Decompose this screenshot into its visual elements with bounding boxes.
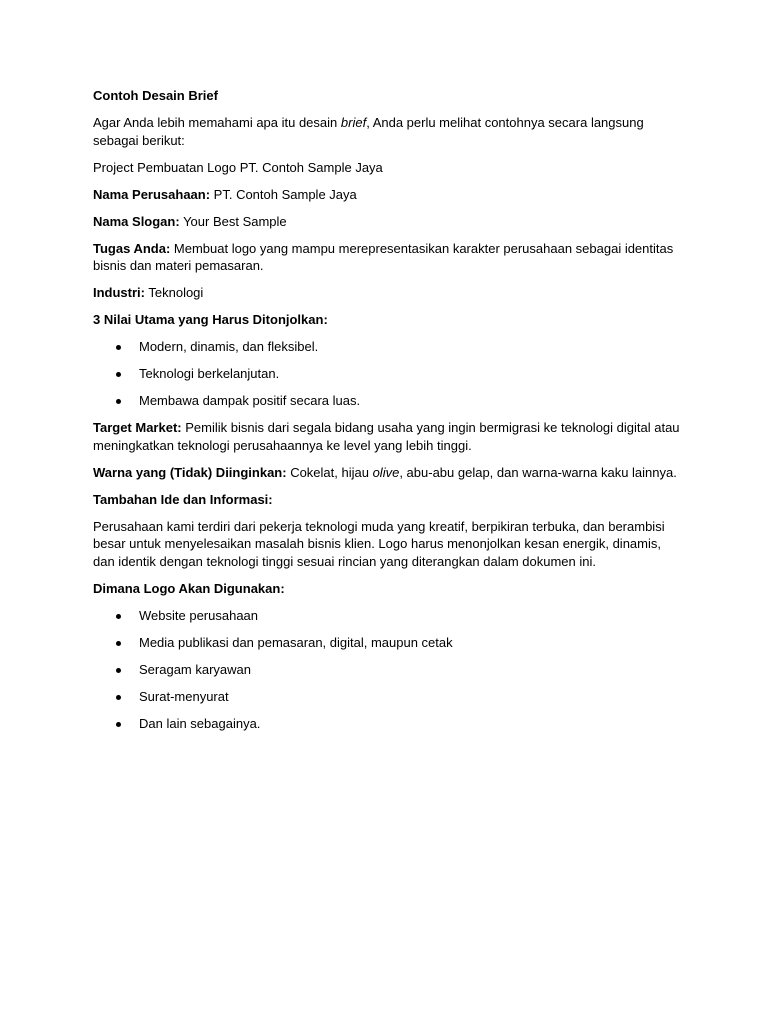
tugas-paragraph [93,240,683,275]
list-item-text: Modern, dinamis, dan fleksibel. [139,339,319,354]
intro-text-italic: brief [340,115,367,130]
target-market-paragraph [93,419,683,454]
nilai-utama-list [93,338,683,410]
tugas-value: Membuat logo yang mampu merepresentasikan karakter perusahaan sebagai identitas bisnis dan materi pemasaran. [93,240,674,273]
list-item-text: Surat-menyurat [139,688,229,704]
list-item [93,715,683,733]
tambahan-heading: Tambahan Ide dan Informasi: [93,491,273,507]
warna-text-italic: olive [372,464,400,480]
list-item [93,661,683,679]
nama-slogan-value: Your Best Sample [179,213,287,229]
intro-text-before: Agar Anda lebih memahami apa itu desain [93,115,341,130]
intro-paragraph [93,114,683,149]
warna-paragraph [93,464,683,482]
intro-text-after: , Anda perlu melihat contohnya secara langsung sebagai berikut: [93,115,644,148]
bullet-icon [116,372,121,377]
target-market-value: Pemilik bisnis dari segala bidang usaha yang ingin bermigrasi ke teknologi digital atau meningkatkan teknologi perusahaannya ke level yang lebih tinggi. [93,420,680,453]
dimana-list [93,607,683,733]
nama-perusahaan-line [93,186,683,204]
tugas-label: Tugas Anda: [93,240,171,256]
document-title: Contoh Desain Brief [93,88,218,103]
nama-slogan-label: Nama Slogan: [93,213,180,229]
industri-line [93,284,683,302]
list-item [93,392,683,410]
bullet-icon [116,399,121,404]
list-item [93,365,683,383]
list-item-text: Media publikasi dan pemasaran, digital, maupun cetak [139,634,453,650]
nama-slogan-line [93,213,683,231]
bullet-icon [116,641,121,646]
warna-label: Warna yang (Tidak) Diinginkan: [93,464,287,480]
warna-text-before: Cokelat, hijau [286,464,373,480]
list-item [93,607,683,625]
bullet-icon [116,345,121,350]
list-item-text: Membawa dampak positif secara luas. [139,393,361,408]
industri-value: Teknologi [145,285,204,300]
list-item-text: Seragam karyawan [139,661,251,677]
tambahan-paragraph: Perusahaan kami terdiri dari pekerja teknologi muda yang kreatif, berpikiran terbuka, dan berambisi besar untuk menyelesaikan masalah bisnis klien. Logo harus menonjolkan kesan energik, dinamis, dan identik dengan teknologi tinggi sesuai rincian yang diterangkan dalam dokumen ini. [93,518,665,569]
project-line: Project Pembuatan Logo PT. Contoh Sample Jaya [93,159,383,175]
nilai-utama-heading: 3 Nilai Utama yang Harus Ditonjolkan: [93,312,328,327]
target-market-label: Target Market: [93,420,182,435]
bullet-icon [116,722,121,727]
bullet-icon [116,695,121,700]
list-item-text: Website perusahaan [139,607,259,623]
list-item [93,634,683,652]
nama-perusahaan-label: Nama Perusahaan: [93,186,211,202]
industri-label: Industri: [93,285,145,300]
list-item-text: Teknologi berkelanjutan. [139,366,280,381]
document-page [93,87,683,742]
nama-perusahaan-value: PT. Contoh Sample Jaya [210,186,357,202]
list-item-text: Dan lain sebagainya. [139,715,261,731]
warna-text-after: , abu-abu gelap, dan warna-warna kaku lainnya. [399,464,677,480]
bullet-icon [116,614,121,619]
list-item [93,338,683,356]
dimana-heading: Dimana Logo Akan Digunakan: [93,580,285,596]
list-item [93,688,683,706]
bullet-icon [116,668,121,673]
